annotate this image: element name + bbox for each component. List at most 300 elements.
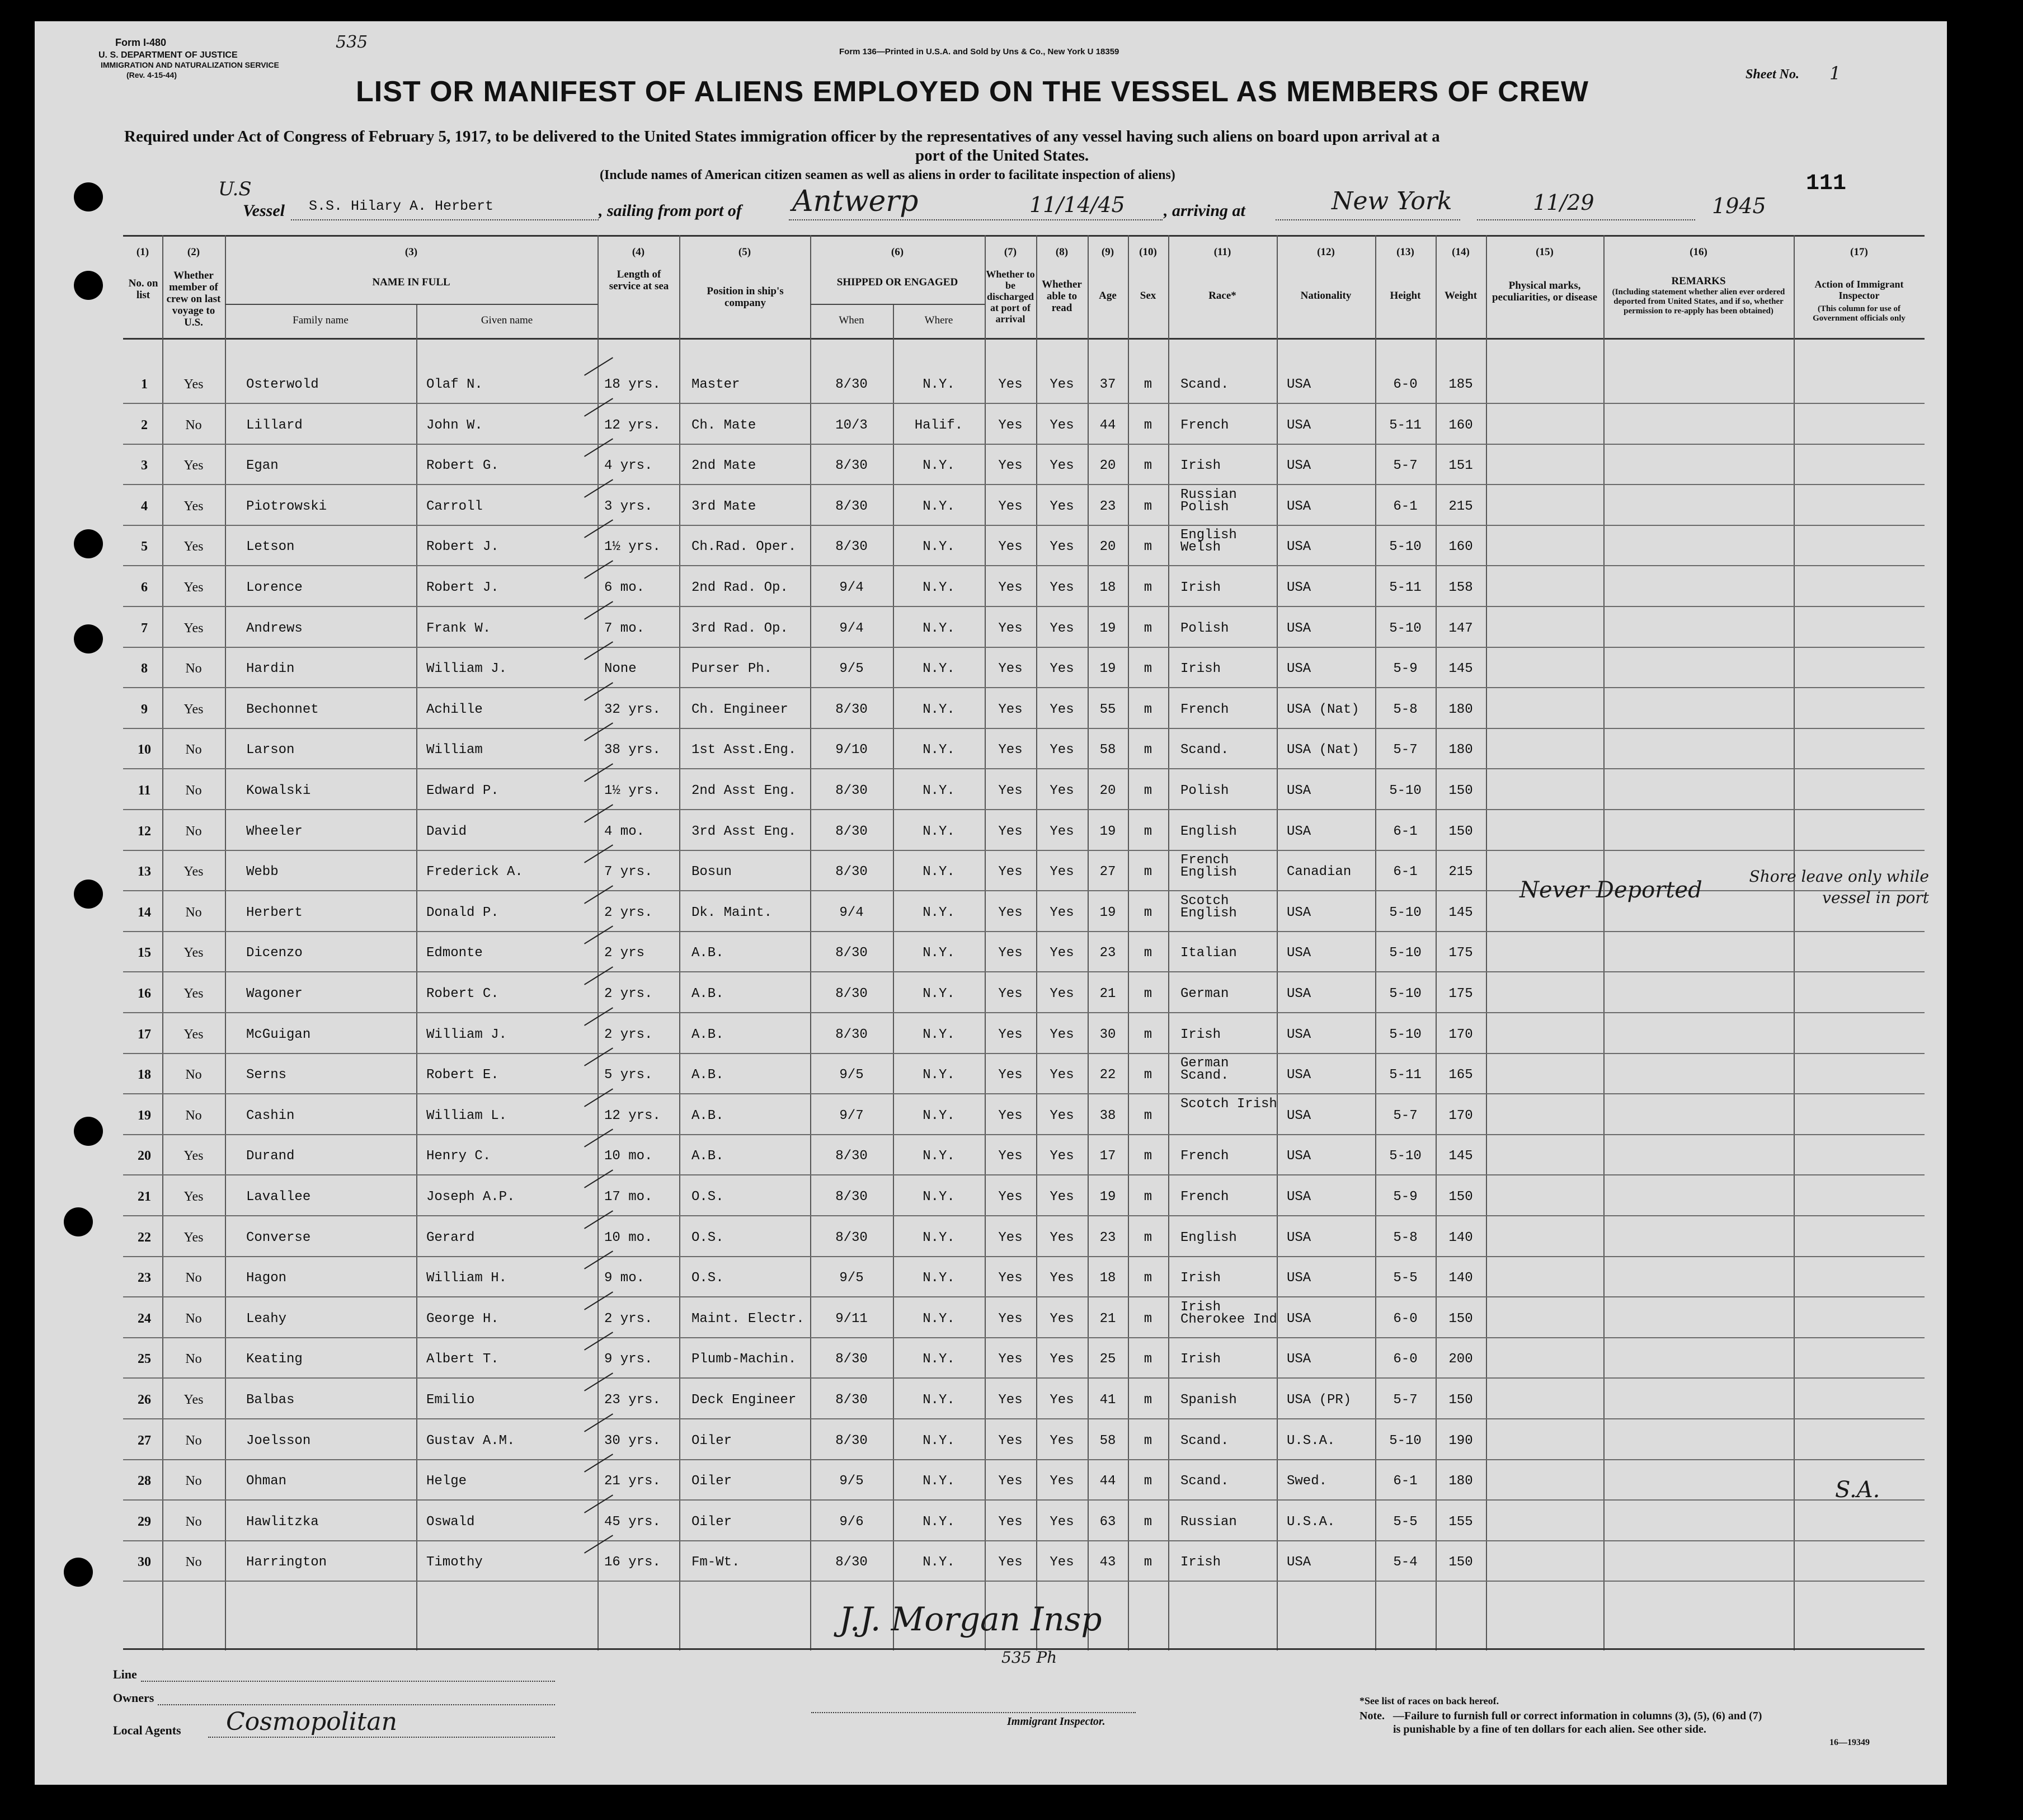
cell-height: 6-1 [1393,824,1418,839]
cell-disch: Yes [998,1271,1023,1286]
cell-position: O.S. [691,1230,724,1245]
cell-read: Yes [1050,986,1074,1001]
cell-race: Scotch English [1180,893,1237,921]
cell-family: Hawlitzka [246,1515,319,1530]
cell-no: 26 [138,1393,151,1407]
cell-disch: Yes [998,864,1023,880]
cell-no: 5 [141,539,148,554]
agents-rule [208,1737,555,1738]
col-rule [162,235,163,1650]
cell-nat: USA [1287,1230,1311,1245]
cell-read: Yes [1050,539,1074,554]
col-rule [1277,235,1278,1650]
cell-race: Irish [1180,1271,1221,1286]
cell-position: 3rd Rad. Op. [691,621,788,636]
sheet-number: 1 [1829,63,1841,84]
owners-label: Owners [113,1691,154,1705]
cell-no: 10 [138,742,151,757]
binder-hole [64,1207,93,1236]
col-rule [1794,235,1795,1650]
cell-service: 10 mo. [604,1230,653,1245]
cell-nat: USA [1287,539,1311,554]
cell-read: Yes [1050,824,1074,839]
cell-where: N.Y. [923,458,955,473]
header-height: Height [1390,290,1421,302]
cell-sex: m [1144,1271,1152,1286]
cell-service: 3 yrs. [604,499,653,514]
cell-prev: No [185,824,202,839]
cell-race: Scand. [1180,1433,1229,1449]
cell-position: 2nd Asst Eng. [691,783,797,798]
header-read: Whether able to read [1042,279,1082,314]
header-shipped: SHIPPED OR ENGAGED [836,276,958,288]
cell-age: 43 [1099,1555,1116,1570]
cell-read: Yes [1050,783,1074,798]
cell-age: 20 [1099,539,1116,554]
cell-family: Lavallee [246,1189,311,1205]
cell-read: Yes [1050,702,1074,717]
sailing-label: , sailing from port of [599,201,742,220]
col-rule [1486,235,1487,1650]
note-text: —Failure to furnish full or correct information in columns (3), (5), (6) and (7) [1393,1710,1762,1722]
cell-no: 22 [138,1230,151,1245]
cell-no: 30 [138,1555,151,1569]
signature-note: 535 Ph [1001,1648,1057,1667]
cell-prev: Yes [184,580,204,595]
cell-when: 8/30 [835,1027,868,1042]
cell-prev: No [185,418,202,432]
cell-height: 5-10 [1389,946,1422,961]
col-num: (17) [1850,246,1868,258]
cell-position: A.B. [691,946,724,961]
cell-when: 8/30 [835,499,868,514]
cell-read: Yes [1050,580,1074,595]
cell-given: Gerard [426,1230,475,1245]
cell-no: 15 [138,946,151,960]
cell-race: English [1180,1230,1237,1245]
cell-no: 21 [138,1189,151,1204]
cell-family: Cashin [246,1108,295,1123]
row-rule [123,647,1925,648]
cell-height: 5-4 [1393,1555,1418,1570]
cell-sex: m [1144,539,1152,554]
header-weight: Weight [1444,290,1478,302]
line-label: Line [113,1667,137,1681]
cell-prev: No [185,1474,202,1488]
cell-nat: USA [1287,458,1311,473]
cell-height: 5-11 [1389,1067,1422,1083]
cell-read: Yes [1050,1271,1074,1286]
cell-when: 8/30 [835,1352,868,1367]
cell-race: Irish [1180,1352,1221,1367]
cell-where: N.Y. [923,905,955,920]
cell-no: 20 [138,1149,151,1163]
cell-sex: m [1144,824,1152,839]
vessel-prefix: U.S [218,178,252,200]
cell-where: N.Y. [923,621,955,636]
form-code: 16—19349 [1829,1738,1870,1747]
header-no: No. on list [128,278,158,301]
cell-read: Yes [1050,621,1074,636]
cell-height: 5-7 [1393,742,1418,758]
department-label: U. S. DEPARTMENT OF JUSTICE [98,50,238,60]
cell-read: Yes [1050,1230,1074,1245]
cell-race: English Welsh [1180,528,1237,555]
cell-height: 6-1 [1393,864,1418,880]
cell-prev: No [185,1433,202,1448]
cell-nat: USA [1287,824,1311,839]
cell-given: Carroll [426,499,483,514]
cell-race: Irish [1180,1555,1221,1570]
cell-read: Yes [1050,1352,1074,1367]
cell-family: Larson [246,742,295,758]
cell-prev: Yes [184,1230,204,1245]
cell-family: Balbas [246,1393,295,1408]
cell-position: Ch. Mate [691,418,756,433]
cell-disch: Yes [998,905,1023,920]
cell-given: Emilio [426,1393,475,1408]
cell-read: Yes [1050,1433,1074,1449]
cell-disch: Yes [998,1230,1023,1245]
cell-when: 8/30 [835,1189,868,1205]
cell-when: 10/3 [835,418,868,433]
cell-family: Joelsson [246,1433,311,1449]
cell-weight: 180 [1448,702,1473,717]
row-rule [123,809,1925,810]
cell-prev: Yes [184,377,204,392]
cell-service: 1½ yrs. [604,783,661,798]
col-num: (9) [1101,246,1114,258]
page-title: LIST OR MANIFEST OF ALIENS EMPLOYED ON THE VESSEL AS MEMBERS OF CREW [356,76,1589,108]
cell-sex: m [1144,1067,1152,1083]
cell-height: 5-10 [1389,621,1422,636]
page-number: 111 [1806,171,1847,196]
cell-sex: m [1144,1311,1152,1327]
cell-family: Hardin [246,661,295,676]
cell-when: 8/30 [835,702,868,717]
cell-family: Webb [246,864,279,880]
row-rule [123,444,1925,445]
cell-when: 8/30 [835,1555,868,1570]
cell-race: Irish [1180,458,1221,473]
binder-hole [74,182,103,211]
cell-sex: m [1144,1352,1152,1367]
row-rule [123,403,1925,404]
col-rule [1168,235,1169,1650]
cell-position: 3rd Mate [691,499,756,514]
cell-weight: 150 [1448,1311,1473,1327]
col-num: (13) [1396,246,1414,258]
cell-race: Italian [1180,946,1237,961]
cell-disch: Yes [998,458,1023,473]
cell-nat: USA [1287,621,1311,636]
cell-read: Yes [1050,905,1074,920]
cell-weight: 170 [1448,1108,1473,1123]
cell-service: 21 yrs. [604,1474,661,1489]
col-num: (8) [1055,246,1069,258]
cell-sex: m [1144,702,1152,717]
cell-given: Gustav A.M. [426,1433,515,1449]
cell-when: 8/30 [835,986,868,1001]
cell-race: French [1180,1149,1229,1164]
cell-service: 1½ yrs. [604,539,661,554]
cell-position: Fm-Wt. [691,1555,740,1570]
cell-given: William L. [426,1108,507,1123]
cell-weight: 151 [1448,458,1473,473]
cell-sex: m [1144,946,1152,961]
row-rule [123,525,1925,526]
cell-sex: m [1144,986,1152,1001]
cell-prev: Yes [184,946,204,960]
cell-position: Ch. Engineer [691,702,788,717]
cell-family: Egan [246,458,279,473]
cell-read: Yes [1050,742,1074,758]
header-nationality: Nationality [1300,290,1352,302]
action-sa: S.A. [1835,1477,1880,1503]
cell-race: Russian [1180,1515,1237,1530]
binder-hole [74,880,103,909]
col-rule [679,235,680,1650]
cell-no: 17 [138,1027,151,1042]
cell-given: George H. [426,1311,499,1327]
row-rule [123,931,1925,932]
col-num: (15) [1536,246,1554,258]
cell-given: Robert E. [426,1067,499,1083]
cell-sex: m [1144,1027,1152,1042]
cell-age: 58 [1099,1433,1116,1449]
cell-prev: Yes [184,1027,204,1042]
note-label: Note. [1359,1710,1385,1722]
col-num: (14) [1452,246,1470,258]
cell-family: Wheeler [246,824,303,839]
cell-position: 1st Asst.Eng. [691,742,797,758]
cell-nat: USA [1287,1311,1311,1327]
cell-age: 19 [1099,621,1116,636]
cell-age: 23 [1099,946,1116,961]
cell-race: French [1180,1189,1229,1205]
cell-nat: USA (PR) [1287,1393,1352,1408]
cell-read: Yes [1050,1108,1074,1123]
cell-height: 5-7 [1393,458,1418,473]
cell-prev: No [185,1515,202,1529]
cell-position: A.B. [691,1067,724,1083]
cell-age: 18 [1099,580,1116,595]
binder-hole [74,529,103,558]
row-rule [123,687,1925,688]
row-rule [123,1174,1925,1175]
printer-line: Form 136—Printed in U.S.A. and Sold by Uns & Co., New York U 18359 [839,47,1119,57]
cell-race: Scand. [1180,742,1229,758]
cell-race: French [1180,418,1229,433]
cell-no: 24 [138,1311,151,1326]
cell-disch: Yes [998,1433,1023,1449]
cell-nat: USA [1287,1189,1311,1205]
col-num: (11) [1213,246,1231,258]
cell-weight: 145 [1448,905,1473,920]
cell-given: Robert C. [426,986,499,1001]
cell-age: 22 [1099,1067,1116,1083]
cell-disch: Yes [998,946,1023,961]
row-rule [123,768,1925,769]
arriving-port-rule [1276,219,1460,220]
cell-race: French [1180,702,1229,717]
cell-no: 7 [141,621,148,636]
cell-service: 5 yrs. [604,1067,653,1083]
cell-race: Scand. [1180,377,1229,392]
cell-no: 27 [138,1433,151,1448]
cell-prev: No [185,1271,202,1285]
cell-when: 8/30 [835,377,868,392]
cell-weight: 145 [1448,661,1473,676]
cell-weight: 190 [1448,1433,1473,1449]
cell-age: 19 [1099,824,1116,839]
cell-position: Deck Engineer [691,1393,797,1408]
subtitle-note: (Include names of American citizen seamen as well as aliens in order to facilitate inspection of aliens) [600,168,1175,182]
cell-nat: USA [1287,377,1311,392]
cell-family: Wagoner [246,986,303,1001]
cell-no: 13 [138,864,151,879]
cell-position: Oiler [691,1515,732,1530]
cell-sex: m [1144,783,1152,798]
cell-disch: Yes [998,1555,1023,1570]
cell-family: Serns [246,1067,287,1083]
cell-race: Scand. [1180,1474,1229,1489]
cell-prev: Yes [184,499,204,514]
header-where: Where [924,314,953,326]
cell-prev: No [185,1352,202,1366]
cell-height: 5-11 [1389,418,1422,433]
cell-where: N.Y. [923,1555,955,1570]
cell-service: 16 yrs. [604,1555,661,1570]
cell-given: Frank W. [426,621,491,636]
cell-disch: Yes [998,824,1023,839]
inspector-label: Immigrant Inspector. [1007,1715,1105,1728]
cell-no: 4 [141,499,148,514]
cell-weight: 150 [1448,1189,1473,1205]
cell-where: N.Y. [923,1271,955,1286]
cell-sex: m [1144,742,1152,758]
cell-prev: No [185,1067,202,1082]
cell-age: 25 [1099,1352,1116,1367]
cell-disch: Yes [998,377,1023,392]
cell-weight: 215 [1448,499,1473,514]
cell-read: Yes [1050,1027,1074,1042]
cell-no: 19 [138,1108,151,1123]
cell-where: N.Y. [923,1311,955,1327]
cell-no: 2 [141,418,148,432]
cell-given: Robert G. [426,458,499,473]
row-rule [123,1296,1925,1297]
cell-age: 23 [1099,1230,1116,1245]
cell-race: Irish [1180,1027,1221,1042]
cell-height: 5-8 [1393,702,1418,717]
row-rule [123,484,1925,485]
cell-read: Yes [1050,1555,1074,1570]
cell-given: William [426,742,483,758]
cell-service: 6 mo. [604,580,645,595]
cell-service: 7 mo. [604,621,645,636]
cell-weight: 150 [1448,1555,1473,1570]
cell-sex: m [1144,458,1152,473]
cell-sex: m [1144,661,1152,676]
header-remarks-note: (Including statement whether alien ever ordered deported from United States, and if so, whether permission to re-apply has been obtained) [1612,288,1785,316]
arriving-port: New York [1332,187,1452,215]
cell-no: 6 [141,580,148,595]
cell-position: 2nd Rad. Op. [691,580,788,595]
cell-height: 5-7 [1393,1393,1418,1408]
cell-age: 44 [1099,418,1116,433]
cell-prev: No [185,1311,202,1326]
cell-position: A.B. [691,986,724,1001]
cell-service: 7 yrs. [604,864,653,880]
cell-when: 8/30 [835,1230,868,1245]
races-note: *See list of races on back hereof. [1359,1695,1499,1706]
sailing-rule [789,219,1163,220]
cell-height: 6-0 [1393,1352,1418,1367]
cell-age: 21 [1099,1311,1116,1327]
cell-where: N.Y. [923,539,955,554]
row-rule [123,1377,1925,1379]
cell-age: 55 [1099,702,1116,717]
cell-weight: 175 [1448,986,1473,1001]
cell-family: McGuigan [246,1027,311,1042]
cell-disch: Yes [998,1515,1023,1530]
cell-where: N.Y. [923,1474,955,1489]
vessel-name: S.S. Hilary A. Herbert [309,198,494,214]
cell-height: 5-9 [1393,661,1418,676]
cell-age: 20 [1099,458,1116,473]
remarks-never-deported: Never Deported [1519,877,1702,903]
cell-no: 9 [141,702,148,717]
cell-no: 16 [138,986,151,1001]
cell-position: O.S. [691,1189,724,1205]
cell-prev: Yes [184,986,204,1001]
cell-given: Donald P. [426,905,499,920]
cell-height: 5-10 [1389,986,1422,1001]
header-prev-voyage: Whether member of crew on last voyage to U.S. [166,270,221,328]
cell-weight: 185 [1448,377,1473,392]
cell-no: 8 [141,661,148,676]
cell-disch: Yes [998,1108,1023,1123]
cell-position: Maint. Electr. [691,1311,805,1327]
cell-service: 12 yrs. [604,1108,661,1123]
cell-where: N.Y. [923,1515,955,1530]
cell-service: 38 yrs. [604,742,661,758]
cell-prev: No [185,905,202,920]
cell-nat: USA (Nat) [1287,702,1359,717]
cell-age: 19 [1099,661,1116,676]
cell-disch: Yes [998,621,1023,636]
cell-height: 5-10 [1389,783,1422,798]
cell-read: Yes [1050,418,1074,433]
arriving-label: , arriving at [1164,201,1245,220]
cell-height: 6-0 [1393,1311,1418,1327]
cell-sex: m [1144,1108,1152,1123]
cell-race: Irish [1180,661,1221,676]
cell-family: Hagon [246,1271,287,1286]
cell-disch: Yes [998,1149,1023,1164]
cell-prev: No [185,1108,202,1123]
cell-weight: 170 [1448,1027,1473,1042]
cell-height: 5-10 [1389,1027,1422,1042]
owners-rule [158,1704,555,1705]
cell-disch: Yes [998,1189,1023,1205]
cell-age: 21 [1099,986,1116,1001]
cell-weight: 180 [1448,1474,1473,1489]
cell-read: Yes [1050,1149,1074,1164]
row-rule [123,1093,1925,1094]
row-rule [123,565,1925,566]
